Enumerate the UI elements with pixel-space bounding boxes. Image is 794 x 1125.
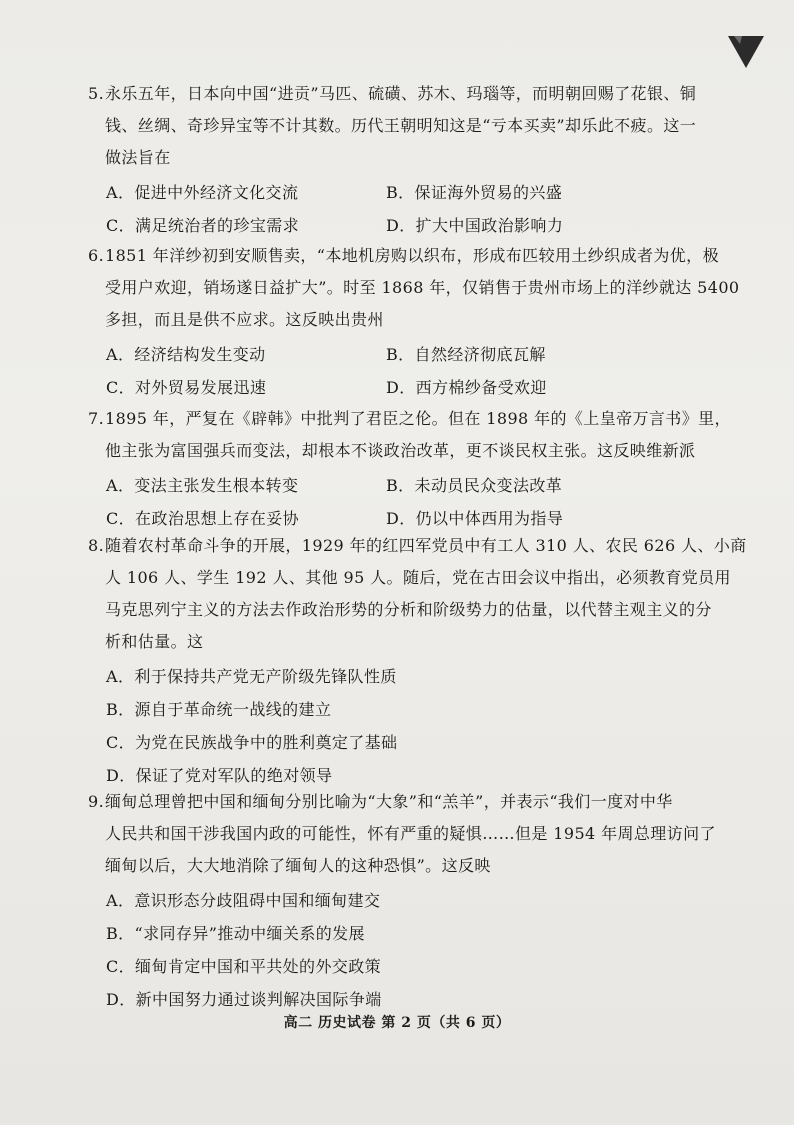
option-b: B．自然经济彻底瓦解 — [386, 345, 546, 364]
question-6 — [88, 240, 748, 404]
question-stem-line: 人民共和国干涉我国内政的可能性，怀有严重的疑惧……但是 1954 年周总理访问了 — [105, 824, 716, 843]
question-stem-line: 多担，而且是供不应求。这反映出贵州 — [105, 310, 384, 329]
option-a: A．经济结构发生变动 — [106, 345, 266, 364]
question-number: 5. — [88, 84, 105, 103]
option-d: D．扩大中国政治影响力 — [386, 216, 564, 235]
option-c: C．为党在民族战争中的胜利奠定了基础 — [106, 733, 398, 752]
page-footer: 高二 历史试卷 第 2 页（共 6 页） — [283, 1015, 511, 1031]
option-d: D．保证了党对军队的绝对领导 — [106, 766, 333, 785]
question-stem-line: 做法旨在 — [105, 148, 171, 167]
option-a: A．促进中外经济文化交流 — [106, 183, 299, 202]
question-9 — [88, 786, 748, 1016]
option-b: B．未动员民众变法改革 — [386, 476, 563, 495]
question-stem-line: 缅甸总理曾把中国和缅甸分别比喻为“大象”和“羔羊”，并表示“我们一度对中华 — [105, 792, 673, 811]
question-stem-line: 随着农村革命斗争的开展，1929 年的红四军党员中有工人 310 人、农民 626 人、小商 — [105, 536, 747, 555]
question-stem-line: 受用户欢迎，销场遂日益扩大”。时至 1868 年，仅销售于贵州市场上的洋纱就达 5400 — [105, 278, 740, 297]
option-c: C．对外贸易发展迅速 — [106, 378, 267, 397]
question-number: 6. — [88, 246, 105, 265]
option-a: A．意识形态分歧阻碍中国和缅甸建交 — [106, 891, 381, 910]
question-stem-line: 1895 年，严复在《辟韩》中批判了君臣之伦。但在 1898 年的《上皇帝万言书》里， — [105, 409, 731, 428]
option-b: B．源自于革命统一战线的建立 — [106, 700, 332, 719]
option-c: C．在政治思想上存在妥协 — [106, 509, 300, 528]
question-number: 8. — [88, 536, 105, 555]
question-5 — [88, 78, 748, 242]
option-a: A．利于保持共产党无产阶级先锋队性质 — [106, 667, 397, 686]
corner-triangle-mark — [728, 34, 764, 68]
question-stem-line: 析和估量。这 — [105, 632, 204, 651]
option-b: B．“求同存异”推动中缅关系的发展 — [106, 924, 365, 943]
question-stem-line: 缅甸以后，大大地消除了缅甸人的这种恐惧”。这反映 — [105, 856, 491, 875]
option-c: C．缅甸肯定中国和平共处的外交政策 — [106, 957, 382, 976]
option-d: D．西方棉纱备受欢迎 — [386, 378, 547, 397]
question-stem-line: 马克思列宁主义的方法去作政治形势的分析和阶级势力的估量，以代替主观主义的分 — [105, 600, 712, 619]
option-b: B．保证海外贸易的兴盛 — [386, 183, 563, 202]
option-d: D．仍以中体西用为指导 — [386, 509, 564, 528]
question-stem-line: 钱、丝绸、奇珍异宝等不计其数。历代王朝明知这是“亏本买卖”却乐此不疲。这一 — [105, 116, 697, 135]
question-number: 7. — [88, 409, 105, 428]
question-8 — [88, 530, 748, 792]
question-7 — [88, 403, 748, 535]
question-stem-line: 他主张为富国强兵而变法，却根本不谈政治改革，更不谈民权主张。这反映维新派 — [105, 441, 696, 460]
option-a: A．变法主张发生根本转变 — [106, 476, 299, 495]
question-stem-line: 人 106 人、学生 192 人、其他 95 人。随后，党在古田会议中指出，必须教育党员用 — [105, 568, 731, 587]
question-stem-line: 1851 年洋纱初到安顺售卖，“本地机房购以织布，形成布匹较用土纱织成者为优，极 — [105, 246, 719, 265]
question-number: 9. — [88, 792, 105, 811]
option-c: C．满足统治者的珍宝需求 — [106, 216, 300, 235]
option-d: D．新中国努力通过谈判解决国际争端 — [106, 990, 382, 1009]
question-stem-line: 永乐五年，日本向中国“进贡”马匹、硫磺、苏木、玛瑙等，而明朝回赐了花银、铜 — [105, 84, 697, 103]
